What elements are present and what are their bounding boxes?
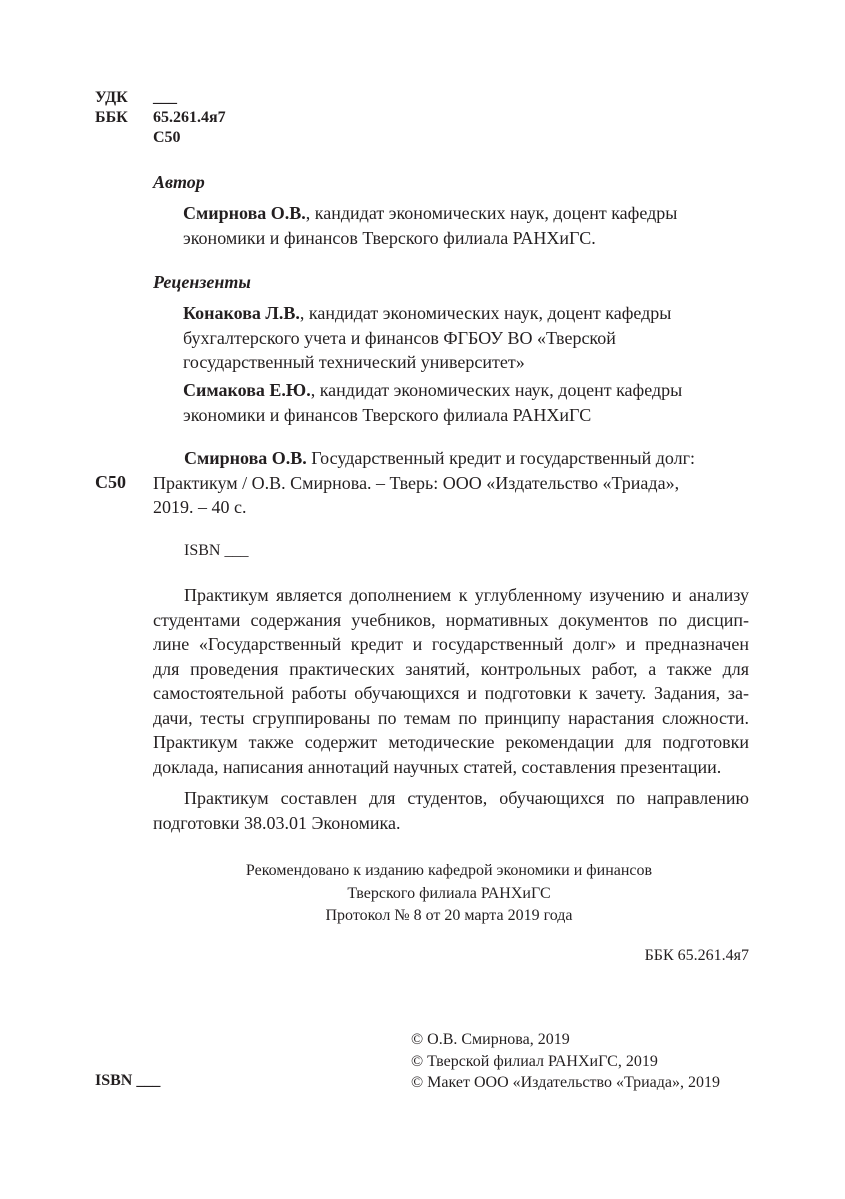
citation-side-mark: С50 — [95, 472, 126, 492]
annotation-line: Практикум является дополнением к углубленному изучению и анализу — [184, 585, 749, 605]
reviewer-1-affiliation-cont: государственный технический университет» — [183, 352, 525, 372]
recommendation-line: Тверского филиала РАНХиГС — [347, 884, 551, 902]
citation-publisher: Практикум / О.В. Смирнова. – Тверь: ООО «Издательство «Триада», — [153, 472, 680, 493]
audience-paragraph — [153, 786, 749, 835]
recommendation-line: Протокол № 8 от 20 марта 2019 года — [325, 907, 573, 924]
reviewer-2-affiliation: экономики и финансов Тверского филиала РАНХиГС — [183, 404, 592, 425]
annotation-line: лине «Государственный кредит и государственный долг» и предназначен — [153, 634, 749, 654]
annotation-line: для проведения практических занятий, контрольных работ, а также для — [153, 658, 749, 679]
copyright-block — [411, 1029, 720, 1094]
audience-line: подготовки 38.03.01 Экономика. — [153, 812, 401, 833]
author-entry — [183, 201, 753, 250]
reviewer-2 — [183, 378, 753, 427]
citation-block — [153, 446, 753, 520]
annotation-line: Практикум также содержит методические рекомендации для подготовки — [153, 732, 749, 752]
citation-title: Государственный кредит и государственный долг: — [306, 448, 696, 468]
udk-value: ___ — [153, 89, 177, 106]
citation-isbn: ISBN ___ — [184, 542, 249, 559]
recommendation-line: Рекомендовано к изданию кафедрой экономики и финансов — [245, 862, 653, 879]
author-mark: С50 — [153, 129, 181, 146]
reviewer-1-affiliation: бухгалтерского учета и финансов ФГБОУ ВО «Тверской — [183, 327, 616, 348]
reviewer-1-name: Конакова Л.В. — [183, 303, 300, 323]
udk-label: УДК — [95, 89, 128, 106]
reviewer-2-credentials: , кандидат экономических наук, доцент кафедры — [310, 380, 683, 400]
reviewer-2-name: Симакова Е.Ю. — [183, 380, 311, 400]
author-affiliation: экономики и финансов Тверского филиала РАНХиГС. — [183, 227, 596, 248]
citation-year-pages: 2019. – 40 с. — [153, 497, 247, 517]
recommendation-block — [153, 860, 745, 928]
bbk-label: ББК — [95, 109, 128, 126]
annotation-paragraph — [153, 583, 749, 779]
annotation-line: доклада, написания аннотаций научных статей, составления презентации. — [153, 756, 722, 777]
isbn-footer: ISBN ___ — [95, 1072, 161, 1089]
bbk-value: 65.261.4я7 — [153, 109, 226, 126]
audience-line: Практикум составлен для студентов, обучающихся по направлению — [184, 788, 749, 808]
annotation-line: самостоятельной работы обучающихся и подготовки к зачету. Задания, за- — [153, 683, 749, 703]
author-heading: Автор — [153, 172, 205, 192]
bbk-footer: ББК 65.261.4я7 — [644, 947, 749, 964]
citation-author: Смирнова О.В. — [184, 448, 307, 468]
author-credentials: , кандидат экономических наук, доцент кафедры — [305, 203, 678, 223]
copyright-line: © Тверской филиал РАНХиГС, 2019 — [411, 1052, 658, 1070]
annotation-line: студентами содержания учебников, нормативных документов по дисцип- — [153, 609, 749, 630]
copyright-line: © Макет ООО «Издательство «Триада», 2019 — [411, 1074, 721, 1091]
reviewers-heading: Рецензенты — [153, 272, 251, 292]
reviewer-1-credentials: , кандидат экономических наук, доцент кафедры — [299, 303, 672, 323]
annotation-line: дачи, тесты сгруппированы по темам по принципу нарастания сложности. — [153, 707, 749, 728]
copyright-line: © О.В. Смирнова, 2019 — [411, 1031, 570, 1048]
reviewer-1 — [183, 301, 753, 375]
author-name: Смирнова О.В. — [183, 203, 306, 223]
